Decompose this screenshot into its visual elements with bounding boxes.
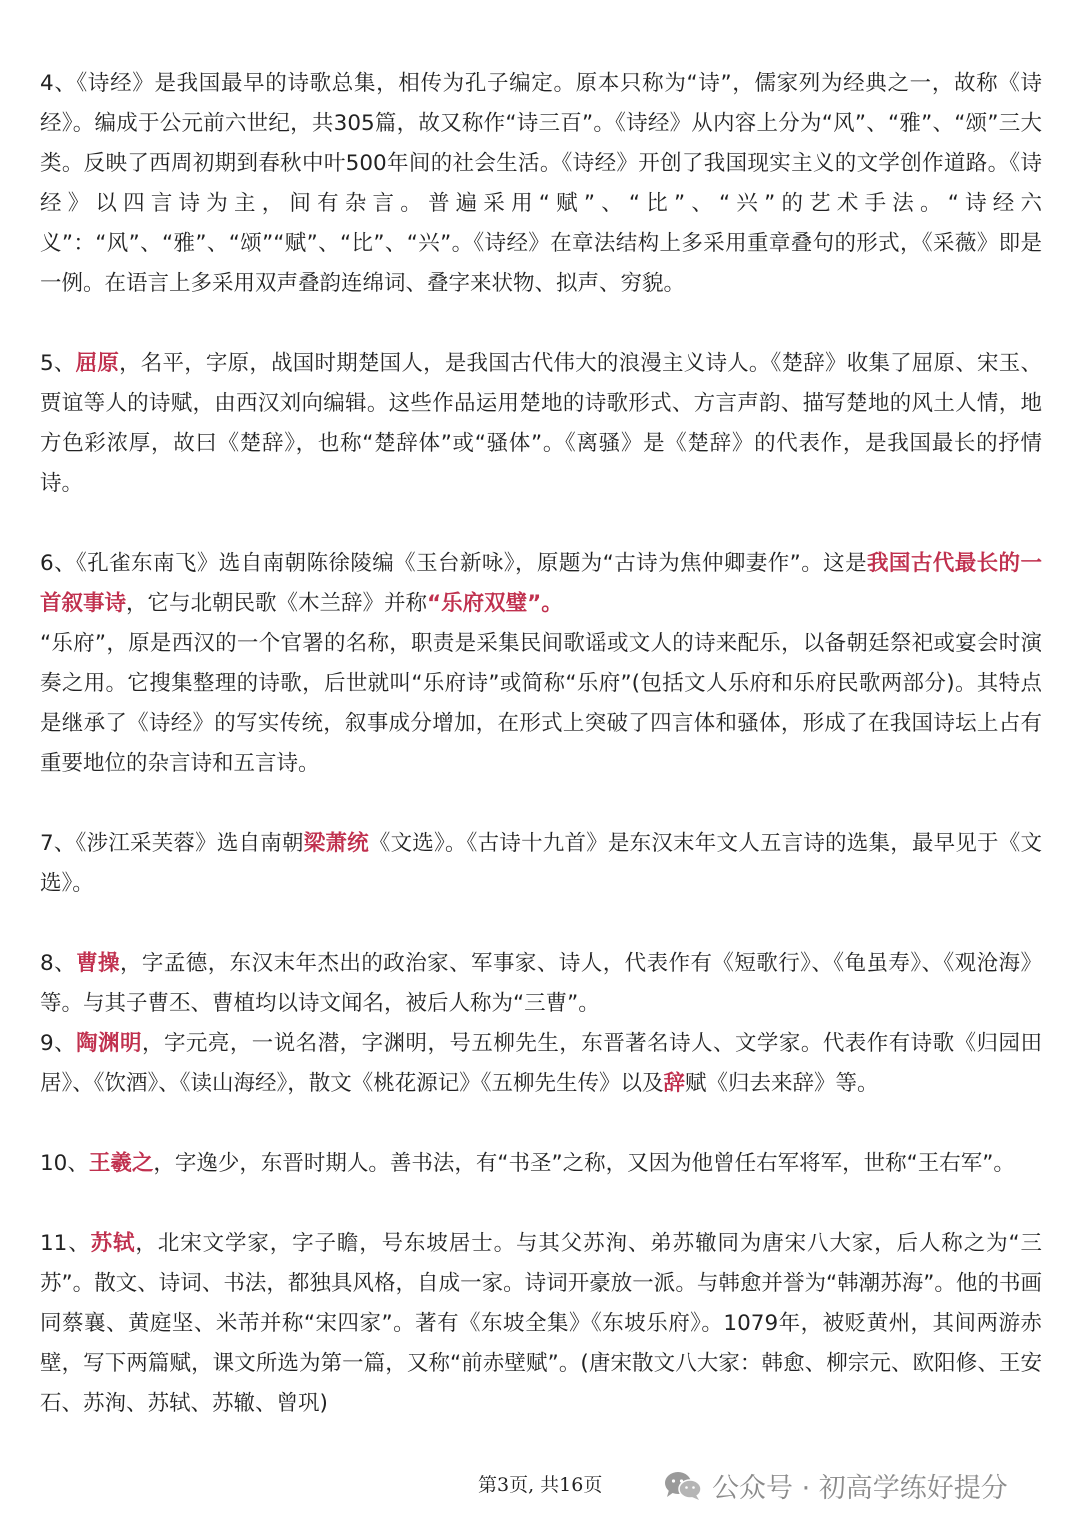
paragraph-8 (40, 944, 1042, 1024)
paragraph-9-text-a: ，字元亮，一说名潜，字渊明，号五柳先生，东晋著名诗人、文学家。代表作有诗歌《归园田居》、《饮酒》、《读山海经》，散文《桃花源记》《五柳先生传》以及 (40, 1031, 1042, 1096)
document-body (40, 64, 1042, 1424)
paragraph-9-text-b: 赋《归去来辞》等。 (685, 1071, 879, 1096)
highlight-name-caocao: 曹操 (76, 951, 120, 976)
watermark-text: 公众号 · 初高学练好提分 (712, 1473, 1008, 1504)
wechat-icon (664, 1470, 702, 1502)
paragraph-6-yuefu-text: “乐府”，原是西汉的一个官署的名称，职责是采集民间歌谣或文人的诗来配乐，以备朝廷祭祀或宴会时演奏之用。它搜集整理的诗歌，后世就叫“乐府诗”或简称“乐府”(包括文人乐府和乐府民歌两部分)。其特点是继承了《诗经》的写实传统，叙事成分增加，在形式上突破了四言体和骚体，形成了在我国诗坛上占有重要地位的杂言诗和五言诗。 (40, 631, 1042, 776)
highlight-ci: 辞 (663, 1071, 686, 1096)
paragraph-4 (40, 64, 1042, 304)
paragraph-11-number: 11、 (40, 1231, 91, 1256)
highlight-name-sushi: 苏轼 (90, 1231, 136, 1256)
paragraph-11 (40, 1224, 1042, 1424)
paragraph-9-number: 9、 (40, 1031, 77, 1056)
paragraph-5 (40, 344, 1042, 504)
page-number: 第3页, 共16页 (478, 1474, 603, 1496)
paragraph-10 (40, 1144, 1042, 1184)
paragraph-5-number: 5、 (40, 351, 76, 376)
paragraph-6-yuefu (40, 624, 1042, 784)
paragraph-5-text: ，名平，字原，战国时期楚国人，是我国古代伟大的浪漫主义诗人。《楚辞》收集了屈原、宋玉、贾谊等人的诗赋，由西汉刘向编辑。这些作品运用楚地的诗歌形式、方言声韵、描写楚地的风土人情，地方色彩浓厚，故曰《楚辞》，也称“楚辞体”或“骚体”。《离骚》是《楚辞》的代表作，是我国最长的抒情诗。 (40, 351, 1042, 496)
paragraph-10-number: 10、 (40, 1151, 89, 1176)
paragraph-7 (40, 824, 1042, 904)
highlight-name-taoyuanming: 陶渊明 (76, 1031, 142, 1056)
paragraph-10-text: ，字逸少，东晋时期人。善书法，有“书圣”之称，又因为他曾任右军将军，世称“王右军”。 (153, 1151, 1015, 1176)
paragraph-6-text-a: 6、《孔雀东南飞》选自南朝陈徐陵编《玉台新咏》，原题为“古诗为焦仲卿妻作”。这是 (40, 551, 867, 576)
paragraph-7-text-b: 《文选》。《古诗十九首》是东汉末年文人五言诗的选集，最早见于《文选》。 (40, 831, 1042, 896)
paragraph-7-text-a: 7、《涉江采芙蓉》选自南朝 (40, 831, 304, 856)
highlight-name-wangxizhi: 王羲之 (88, 1151, 154, 1176)
paragraph-8-number: 8、 (40, 951, 77, 976)
paragraph-6-text-b: ，它与北朝民歌《木兰辞》并称 (126, 591, 428, 616)
watermark (664, 1466, 1008, 1505)
highlight-name-xiaotong: 梁萧统 (303, 831, 369, 856)
paragraph-4-text: 4、《诗经》是我国最早的诗歌总集，相传为孔子编定。原本只称为“诗”，儒家列为经典之一，故称《诗经》。编成于公元前六世纪，共305篇，故又称作“诗三百”。《诗经》从内容上分为“风”、“雅”、“颂”三大类。反映了西周初期到春秋中叶500年间的社会生活。《诗经》开创了我国现实主义的文学创作道路。《诗经》以四言诗为主，间有杂言。普遍采用“赋”、“比”、“兴”的艺术手法。“诗经六义”：“风”、“雅”、“颂”“赋”、“比”、“兴”。《诗经》在章法结构上多采用重章叠句的形式，《采薇》即是一例。在语言上多采用双声叠韵连绵词、叠字来状物、拟声、穷貌。 (40, 71, 1042, 296)
highlight-name-quyuan: 屈原 (75, 351, 120, 376)
paragraph-8-text: ，字孟德，东汉末年杰出的政治家、军事家、诗人，代表作有《短歌行》、《龟虽寿》、《观沧海》等。与其子曹丕、曹植均以诗文闻名，被后人称为“三曹”。 (40, 951, 1042, 1016)
page-footer (0, 1466, 1080, 1506)
paragraph-11-text: ，北宋文学家，字子瞻，号东坡居士。与其父苏洵、弟苏辙同为唐宋八大家，后人称之为“三苏”。散文、诗词、书法，都独具风格，自成一家。诗词开豪放一派。与韩愈并誉为“韩潮苏海”。他的书画同蔡襄、黄庭坚、米芾并称“宋四家”。著有《东坡全集》《东坡乐府》。1079年，被贬黄州，其间两游赤壁，写下两篇赋，课文所选为第一篇，又称“前赤壁赋”。(唐宋散文八大家：韩愈、柳宗元、欧阳修、王安石、苏洵、苏轼、苏辙、曾巩) (40, 1231, 1042, 1416)
highlight-longest-narrative: 我国古代最长的一首叙事诗 (40, 551, 1042, 616)
highlight-yuefu-shuangbi: “乐府双璧”。 (427, 591, 563, 616)
paragraph-6 (40, 544, 1042, 624)
paragraph-9 (40, 1024, 1042, 1104)
